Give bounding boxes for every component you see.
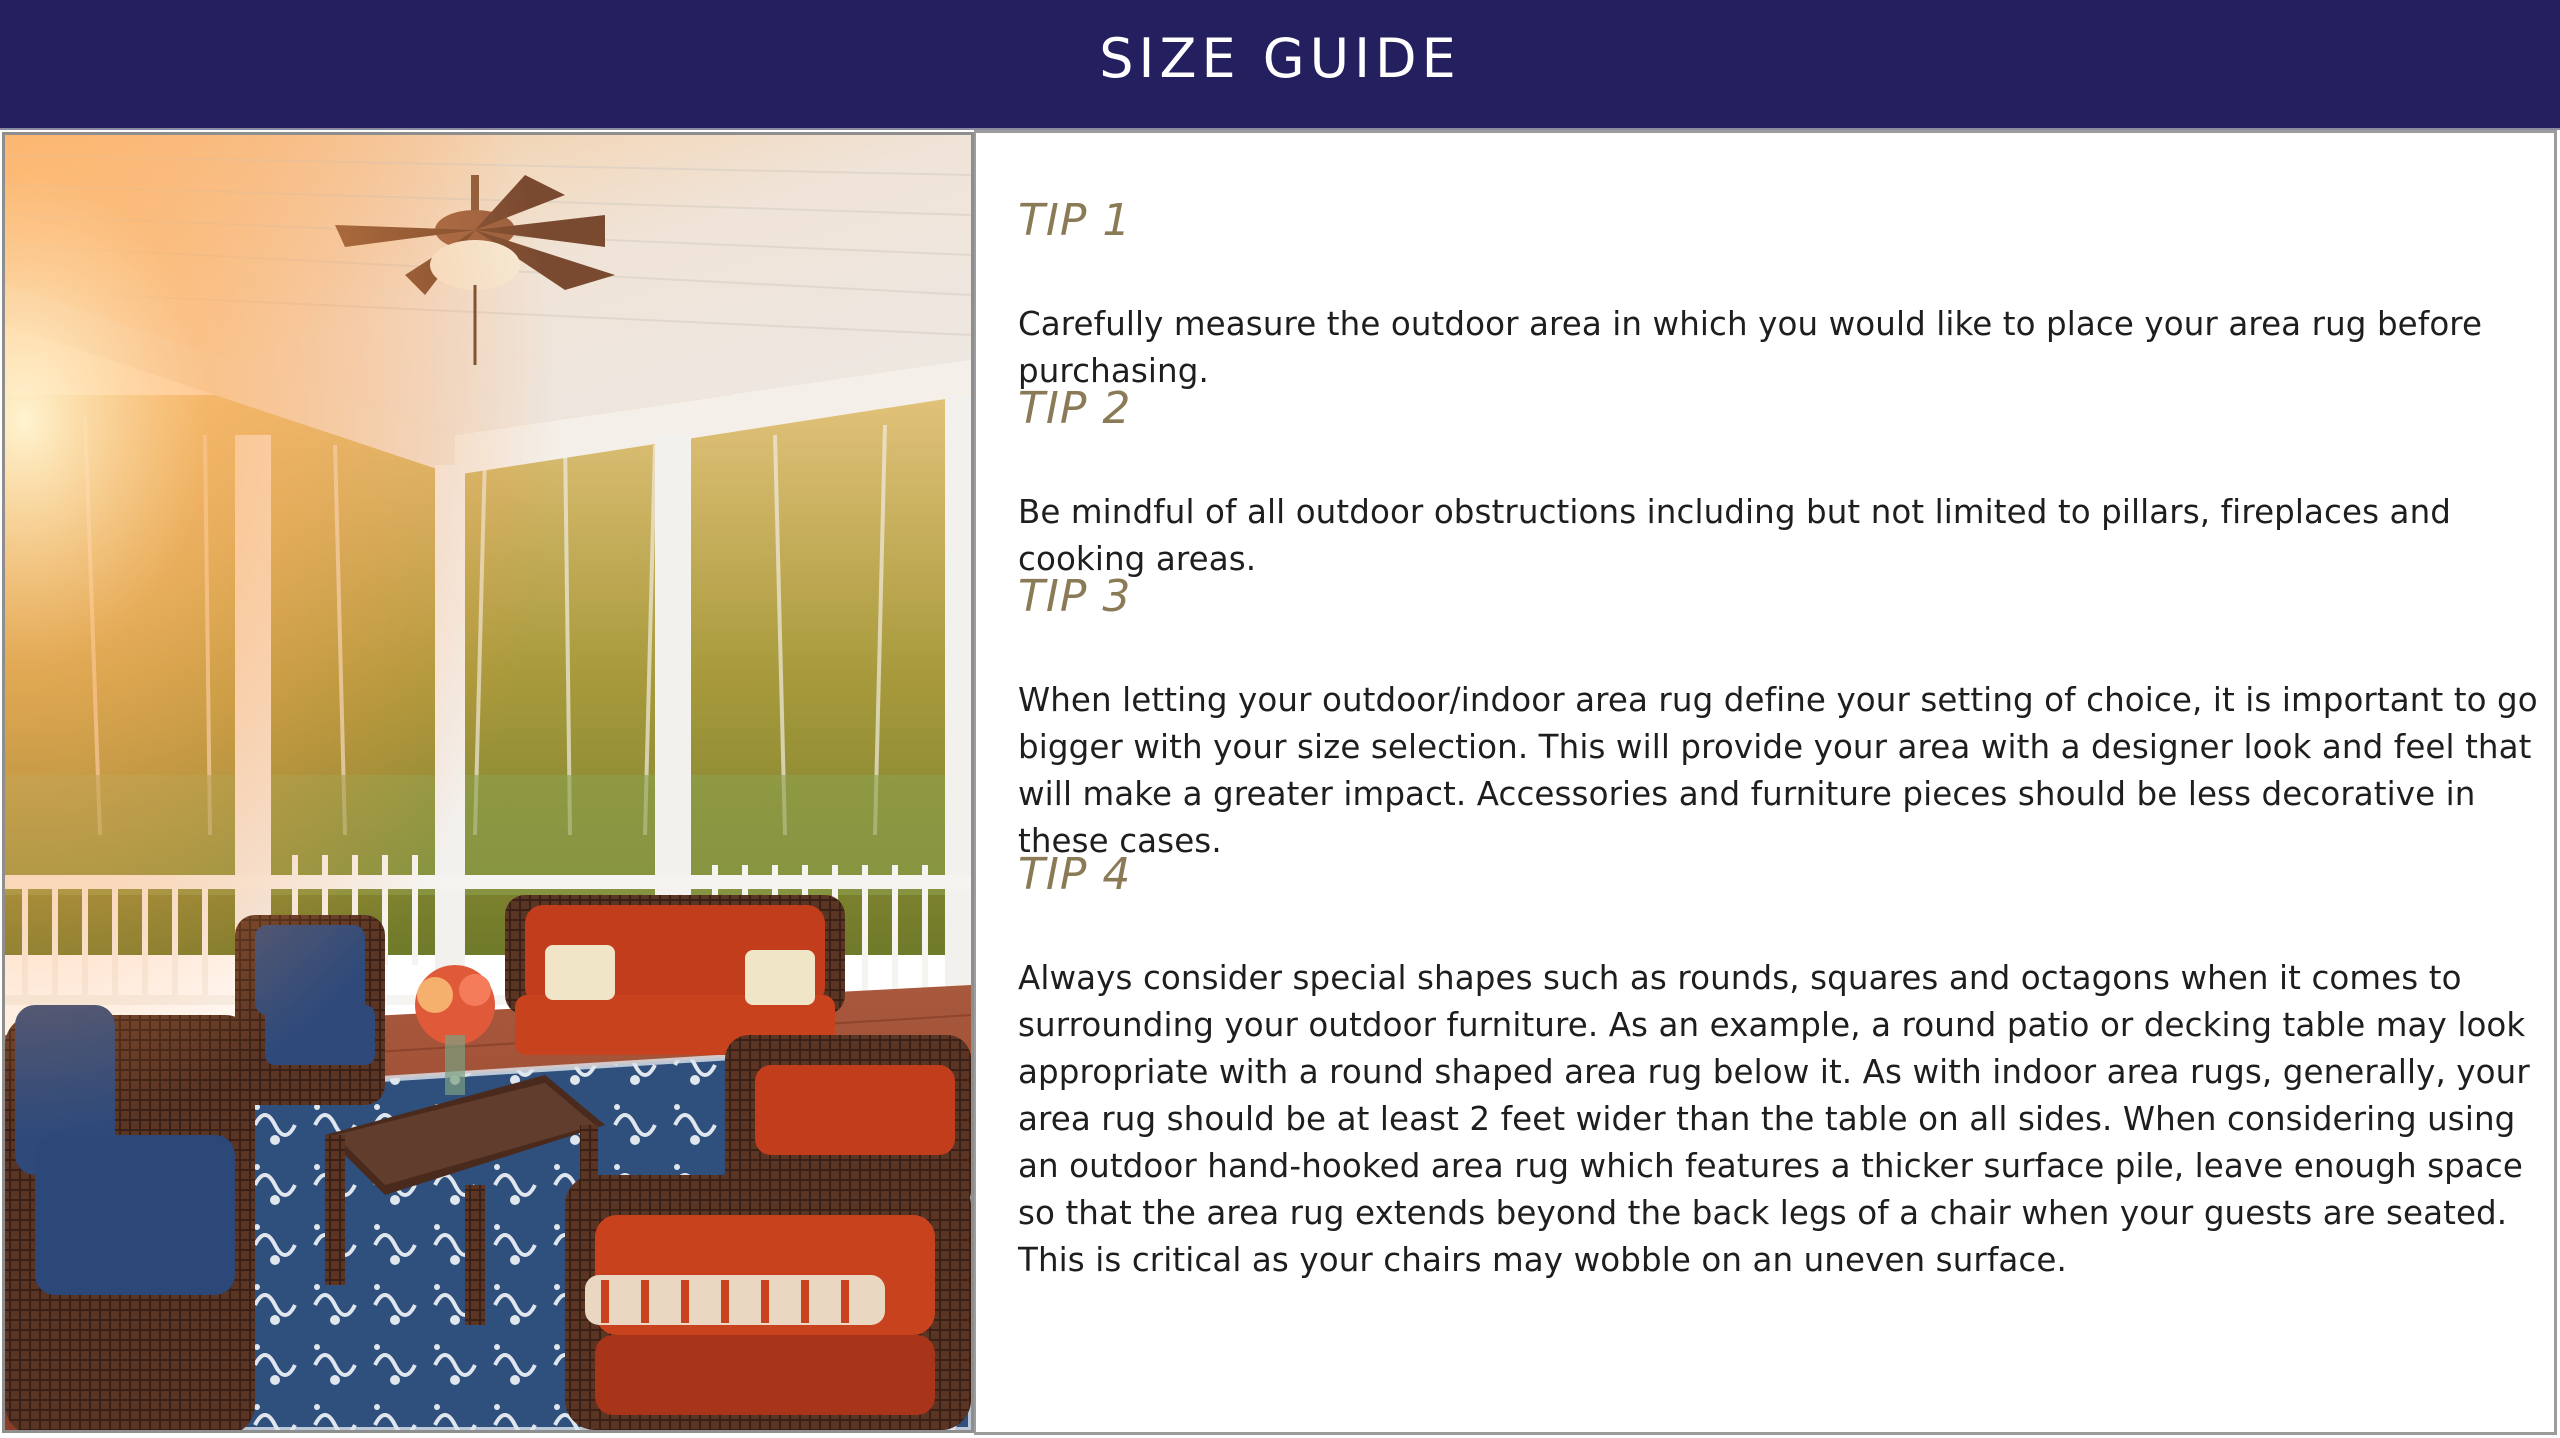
porch-photo-illustration [5,135,971,1430]
tip-3-heading: TIP 3 [1018,571,1132,622]
tip-2-heading: TIP 2 [1018,383,1132,434]
tips-panel [974,130,2557,1435]
tip-4-body: Always consider special shapes such as rounds, squares and octagons when it comes to surrounding your outdoor furniture. As an example, a round patio or decking table may look appropriate with a round shaped area rug below it. As with indoor area rugs, generally, your area rug should be at least 2 feet wider than the table on all sides. When considering using an outdoor hand-hooked area rug which features a thicker surface pile, leave enough space so that the area rug extends beyond the back legs of a chair when your guests are seated. This is critical as your chairs may wobble on an uneven surface. [1018,959,2530,1279]
page-title: SIZE GUIDE [1099,26,1461,90]
tip-2-body: Be mindful of all outdoor obstructions including but not limited to pillars, fireplaces and cooking areas. [1018,493,2452,578]
tip-1-heading: TIP 1 [1018,195,1132,246]
tip-4-heading: TIP 4 [1018,849,1132,900]
tip-3-body: When letting your outdoor/indoor area rug define your setting of choice, it is important to go bigger with your size selection. This will provide your area with a designer look and feel that will make a greater impact. Accessories and furniture pieces should be less decorative in these cases. [1018,681,2538,860]
tip-1-body: Carefully measure the outdoor area in which you would like to place your area rug before purchasing. [1018,305,2483,390]
header-bar [0,0,2560,130]
porch-photo [2,132,974,1433]
